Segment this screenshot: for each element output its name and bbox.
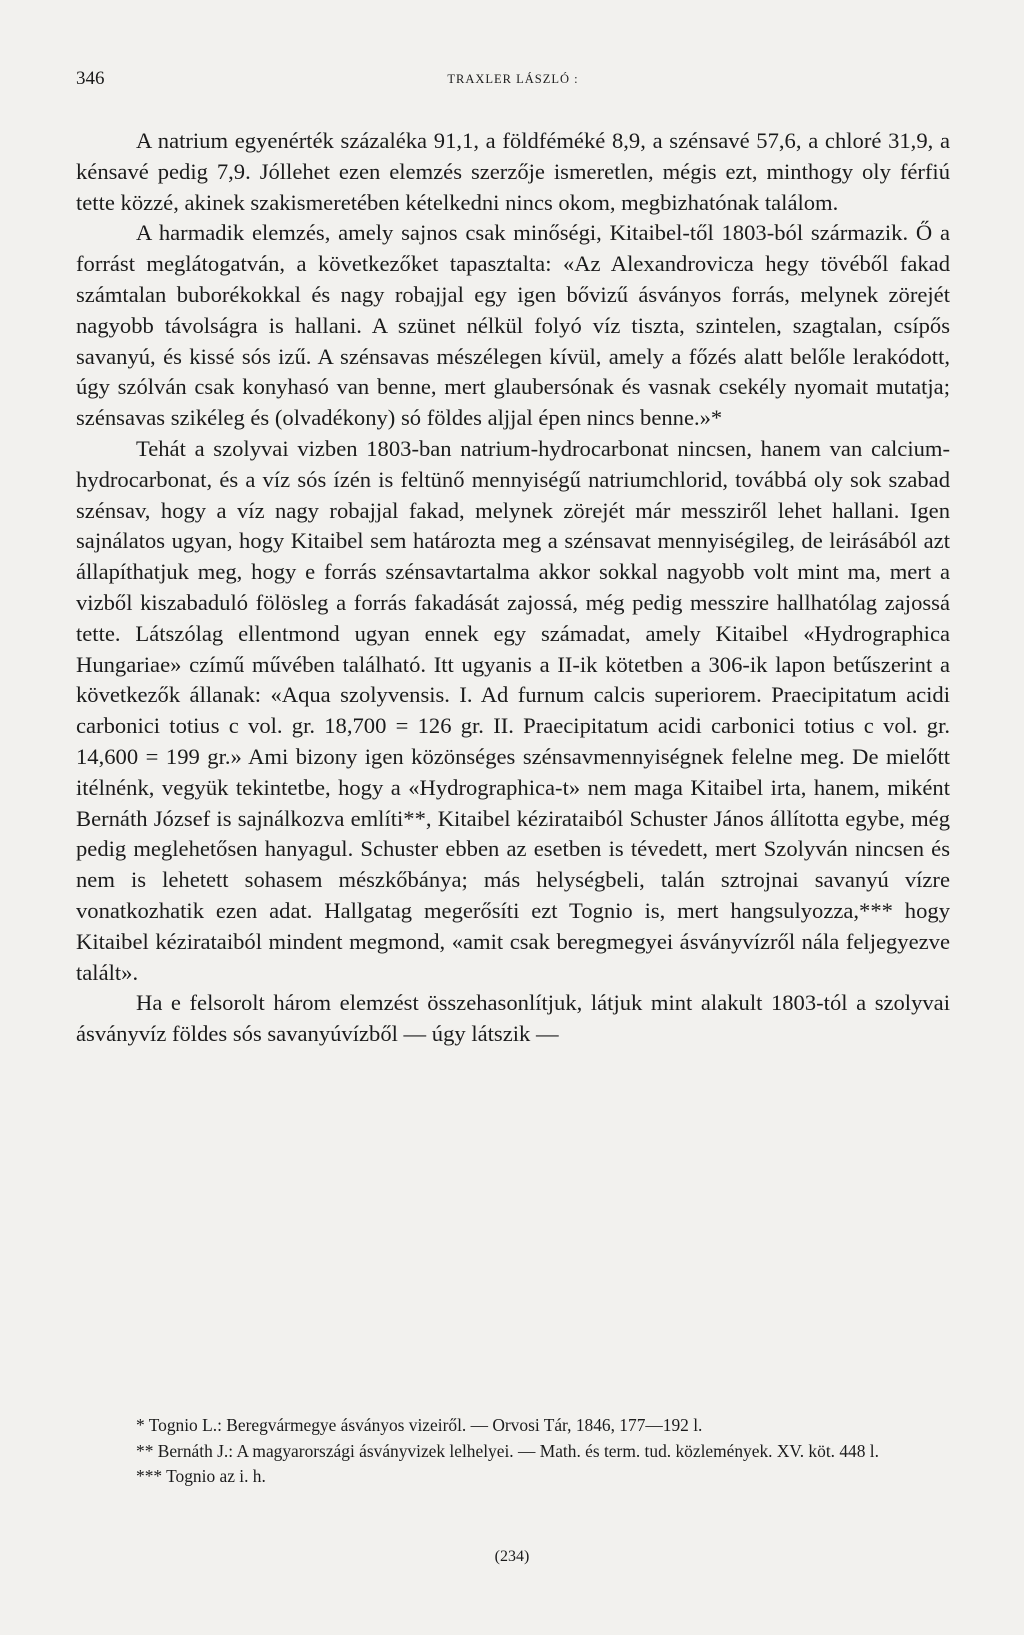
footnote-1: * Tognio L.: Beregvármegye ásványos vizeiről. — Orvosi Tár, 1846, 177—192 l. <box>136 1415 703 1435</box>
footnote-3: *** Tognio az i. h. <box>136 1466 266 1486</box>
footnote-2: ** Bernáth J.: A magyarországi ásványvizek lelhelyei. — Math. és term. tud. közlemények. XV. köt. 448 l. <box>136 1440 879 1461</box>
page-header <box>76 68 950 96</box>
paragraph-1: A natrium egyenérték százaléka 91,1, a földféméké 8,9, a szénsavé 57,6, a chloré 31,9, a kénsavé pedig 7,9. Jóllehet ezen elemzés szerzője ismeretlen, mégis ezt, minthogy oly férfiú tette közzé, akinek szakismeretében kételkedni nincs okom, megbizhatónak találom. <box>76 128 950 215</box>
body-text <box>76 126 950 1050</box>
paragraph-3: Tehát a szolyvai vizben 1803-ban natrium-hydrocarbonat nincsen, hanem van calcium-hydrocarbonat, és a víz sós ízén is feltünő mennyiségű natriumchlorid, továbbá oly sok szabad szénsav, hogy a víz nagy robajjal fakad, melynek zörejét már messziről lehet hallani. Igen sajnálatos ugyan, hogy Kitaibel sem határozta meg a szénsavat mennyiségileg, de leirásából azt állapíthatjuk meg, hogy e forrás szénsavtartalma akkor sokkal nagyobb volt mint ma, mert a vizből kiszabaduló fölösleg a forrás fakadását zajossá, még pedig messzire hallhatólag zajossá tette. Látszólag ellentmond ugyan ennek egy számadat, amely Kitaibel «Hydrographica Hungariae» czímű művében található. Itt ugyanis a II-ik kötetben a 306-ik lapon betűszerint a következők állanak: «Aqua szolyvensis. I. Ad furnum calcis superiorem. Praecipitatum acidi carbonici totius c vol. gr. 18,700 = 126 gr. II. Praecipitatum acidi carbonici totius c vol. gr. 14,600 = 199 gr.» Ami bizony igen közönséges szénsavmennyiségnek felelne meg. De mielőtt itélnénk, vegyük tekintetbe, hogy a «Hydrographica-t» nem maga Kitaibel irta, hanem, miként Bernáth József is sajnálkozva említi**, Kitaibel kézirataiból Schuster János állította egybe, még pedig meglehetősen hanyagul. Schuster ebben az esetben is tévedett, mert Szolyván nincsen és nem is lehetett sohasem mészkőbánya; más helységbeli, talán sztrojnai savanyú vízre vonatkozhatik ezen adat. Hallgatag megerősíti ezt Tognio is, mert hangsulyozza,*** hogy Kitaibel kézirataiból mindent megmond, «amit csak beregmegyei ásványvízről nála feljegyezve talált». <box>76 435 950 985</box>
paragraph-4: Ha e felsorolt három elemzést összehasonlítjuk, látjuk mint alakult 1803-tól a szolyvai ásványvíz földes sós savanyúvízből — úgy látszik — <box>76 990 950 1047</box>
footnotes <box>76 1413 950 1490</box>
page-number: 346 <box>76 68 105 89</box>
paragraph-2: A harmadik elemzés, amely sajnos csak minőségi, Kitaibel-től 1803-ból származik. Ő a forrást meglátogatván, a következőket tapasztalta: «Az Alexandrovicza hegy tövéből fakad számtalan buborékokkal és nagy robajjal egy igen bővizű ásványos forrás, melynek zörejét nagyobb távolságra is hallani. A szünet nélkül folyó víz tiszta, szintelen, szagtalan, csípős savanyú, és kissé sós izű. A szénsavas mészélegen kívül, amely a főzés alatt belőle lerakódott, úgy szólván csak konyhasó van benne, mert glaubersónak és vasnak csekély nyomait mutatja; szénsavas szikéleg és (olvadékony) só földes aljjal épen nincs benne.»* <box>76 220 950 431</box>
folio-number: (234) <box>494 1548 530 1565</box>
running-head: TRAXLER LÁSZLÓ : <box>447 72 579 86</box>
